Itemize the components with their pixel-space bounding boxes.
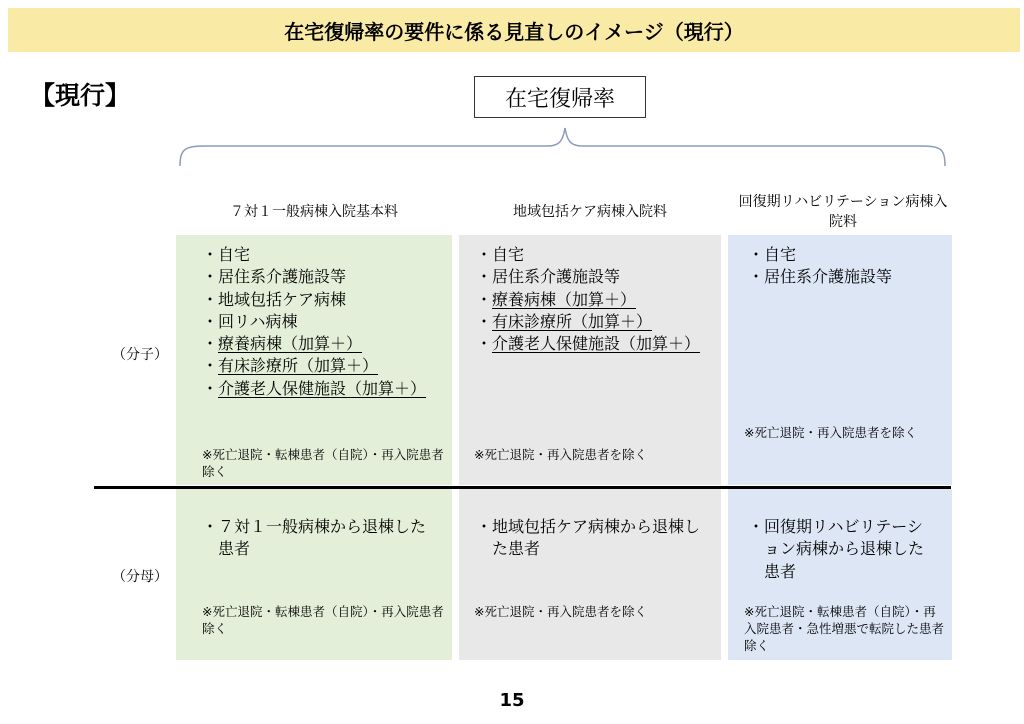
note-rehab-numerator: ※死亡退院・再入院患者を除く bbox=[744, 425, 917, 440]
column-header-7to1: ７対１一般病棟入院基本料 bbox=[230, 204, 398, 220]
denominator-community bbox=[476, 516, 712, 561]
list-item: ・ 介護老人保健施設（加算＋） bbox=[202, 378, 427, 398]
list-item: ・ 自宅 bbox=[476, 245, 525, 264]
divider-line bbox=[94, 486, 951, 489]
list-item: ・ 居住系介護施設等 bbox=[748, 267, 893, 287]
column-header-rehab: 回復期リハビリテーション病棟入院料 bbox=[738, 194, 948, 230]
list-item: ・ ７対１一般病棟から退棟した患者 bbox=[202, 517, 427, 559]
list-7to1-numerator bbox=[202, 244, 438, 400]
list-item: ・ 地域包括ケア病棟から退棟した患者 bbox=[476, 517, 701, 559]
note-7to1-numerator: ※死亡退院・転棟患者（自院）・再入院患者除く bbox=[202, 447, 444, 479]
banner-title: 在宅復帰率の要件に係る見直しのイメージ（現行） bbox=[8, 8, 1020, 52]
list-item: ・ 居住系介護施設等 bbox=[476, 267, 621, 287]
list-item: ・ 自宅 bbox=[202, 245, 251, 264]
list-item: ・ 回リハ病棟 bbox=[202, 311, 298, 331]
denominator-7to1 bbox=[202, 516, 442, 561]
list-item: ・ 療養病棟（加算＋） bbox=[476, 289, 637, 309]
list-rehab-numerator bbox=[748, 244, 944, 289]
list-community-numerator bbox=[476, 244, 704, 355]
list-item: ・ 居住系介護施設等 bbox=[202, 267, 347, 287]
row-label-numerator: （分子） bbox=[112, 347, 168, 363]
list-item: ・ 有床診療所（加算＋） bbox=[202, 356, 379, 376]
column-header-community-care: 地域包括ケア病棟入院料 bbox=[513, 204, 667, 220]
note-rehab-denominator: ※死亡退院・転棟患者（自院）・再入院患者・急性増悪で転院した患者除く bbox=[744, 604, 945, 653]
panel-community-denominator bbox=[459, 489, 721, 660]
note-community-numerator: ※死亡退院・再入院患者を除く bbox=[474, 447, 647, 462]
list-item: ・ 有床診療所（加算＋） bbox=[476, 311, 653, 331]
status-label: 【現行】 bbox=[30, 81, 131, 110]
list-item: ・ 地域包括ケア病棟 bbox=[202, 289, 347, 309]
box-title: 在宅復帰率 bbox=[474, 76, 646, 118]
list-item: ・ 回復期リハビリテーション病棟から退棟した患者 bbox=[748, 517, 925, 581]
list-item: ・ 療養病棟（加算＋） bbox=[202, 334, 363, 354]
note-7to1-denominator: ※死亡退院・転棟患者（自院）・再入院患者除く bbox=[202, 604, 444, 636]
row-label-denominator: （分母） bbox=[112, 569, 168, 585]
list-item: ・ 自宅 bbox=[748, 245, 797, 264]
denominator-rehab bbox=[748, 516, 938, 583]
page-number: 15 bbox=[499, 690, 525, 711]
list-item: ・ 介護老人保健施設（加算＋） bbox=[476, 334, 701, 354]
note-community-denominator: ※死亡退院・再入院患者を除く bbox=[474, 604, 647, 619]
